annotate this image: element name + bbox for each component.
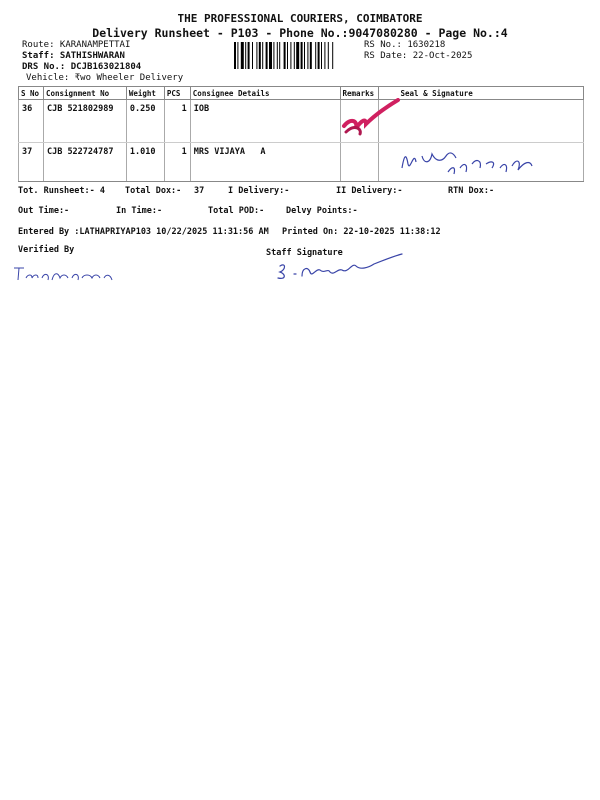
col-pcs: PCS — [164, 87, 190, 100]
rs-date: RS Date: 22-Oct-2025 — [364, 51, 473, 61]
table-header-row — [19, 87, 584, 100]
staff: Staff: SATHISHWARAN — [22, 51, 125, 61]
barcode — [234, 42, 360, 69]
cell-pcs: 1 — [164, 100, 190, 143]
receiver-signature — [396, 142, 546, 184]
total-pod: Total POD:- — [208, 206, 265, 216]
cell-consignment: CJB 521802989 — [43, 100, 126, 143]
total-dox-value: 37 — [194, 186, 205, 196]
cell-weight: 0.250 — [126, 100, 164, 143]
staff-signature-label: Staff Signature — [266, 248, 343, 258]
cell-sno: 37 — [19, 143, 44, 182]
tick-mark-signature — [336, 98, 406, 140]
col-weight: Weight — [126, 87, 164, 100]
entered-by: Entered By :LATHAPRIYAP103 10/22/2025 11:31:56 AM — [18, 227, 269, 237]
in-time: In Time:- — [116, 206, 163, 216]
drs-number: DRS No.: DCJB163021804 — [22, 62, 142, 72]
cell-sno: 36 — [19, 100, 44, 143]
col-sno: S No — [19, 87, 44, 100]
verifier-signature — [10, 262, 120, 286]
route: Route: KARANAMPETTAI — [22, 40, 131, 50]
cell-consignee: MRS VIJAYA A — [190, 143, 340, 182]
company-name: THE PROFESSIONAL COURIERS, COIMBATORE — [177, 12, 423, 25]
cell-consignment: CJB 522724787 — [43, 143, 126, 182]
col-consignee: Consignee Details — [190, 87, 340, 100]
col-consignment: Consignment No — [43, 87, 126, 100]
printed-on: Printed On: 22-10-2025 11:38:12 — [282, 227, 441, 237]
staff-handwritten-signature — [272, 250, 408, 284]
ii-delivery: II Delivery:- — [336, 186, 403, 196]
cell-pcs: 1 — [164, 143, 190, 182]
tot-runsheet: Tot. Runsheet:- 4 — [18, 186, 105, 196]
delvy-points: Delvy Points:- — [286, 206, 358, 216]
total-dox-label: Total Dox:- — [125, 186, 182, 196]
cell-remarks — [340, 143, 378, 182]
cell-weight: 1.010 — [126, 143, 164, 182]
cell-consignee: IOB — [190, 100, 340, 143]
rtn-dox: RTN Dox:- — [448, 186, 495, 196]
verified-by-label: Verified By — [18, 245, 75, 255]
table-row — [19, 100, 584, 143]
i-delivery: I Delivery:- — [228, 186, 290, 196]
runsheet-title: Delivery Runsheet - P103 - Phone No.:9047080280 - Page No.:4 — [92, 26, 508, 40]
cell-seal — [378, 100, 584, 143]
out-time: Out Time:- — [18, 206, 70, 216]
col-remarks: Remarks — [340, 87, 378, 100]
vehicle: Vehicle: ₹wo Wheeler Delivery — [26, 73, 184, 83]
col-seal-signature: Seal & Signature — [378, 87, 584, 100]
rs-number: RS No.: 1630218 — [364, 40, 446, 50]
